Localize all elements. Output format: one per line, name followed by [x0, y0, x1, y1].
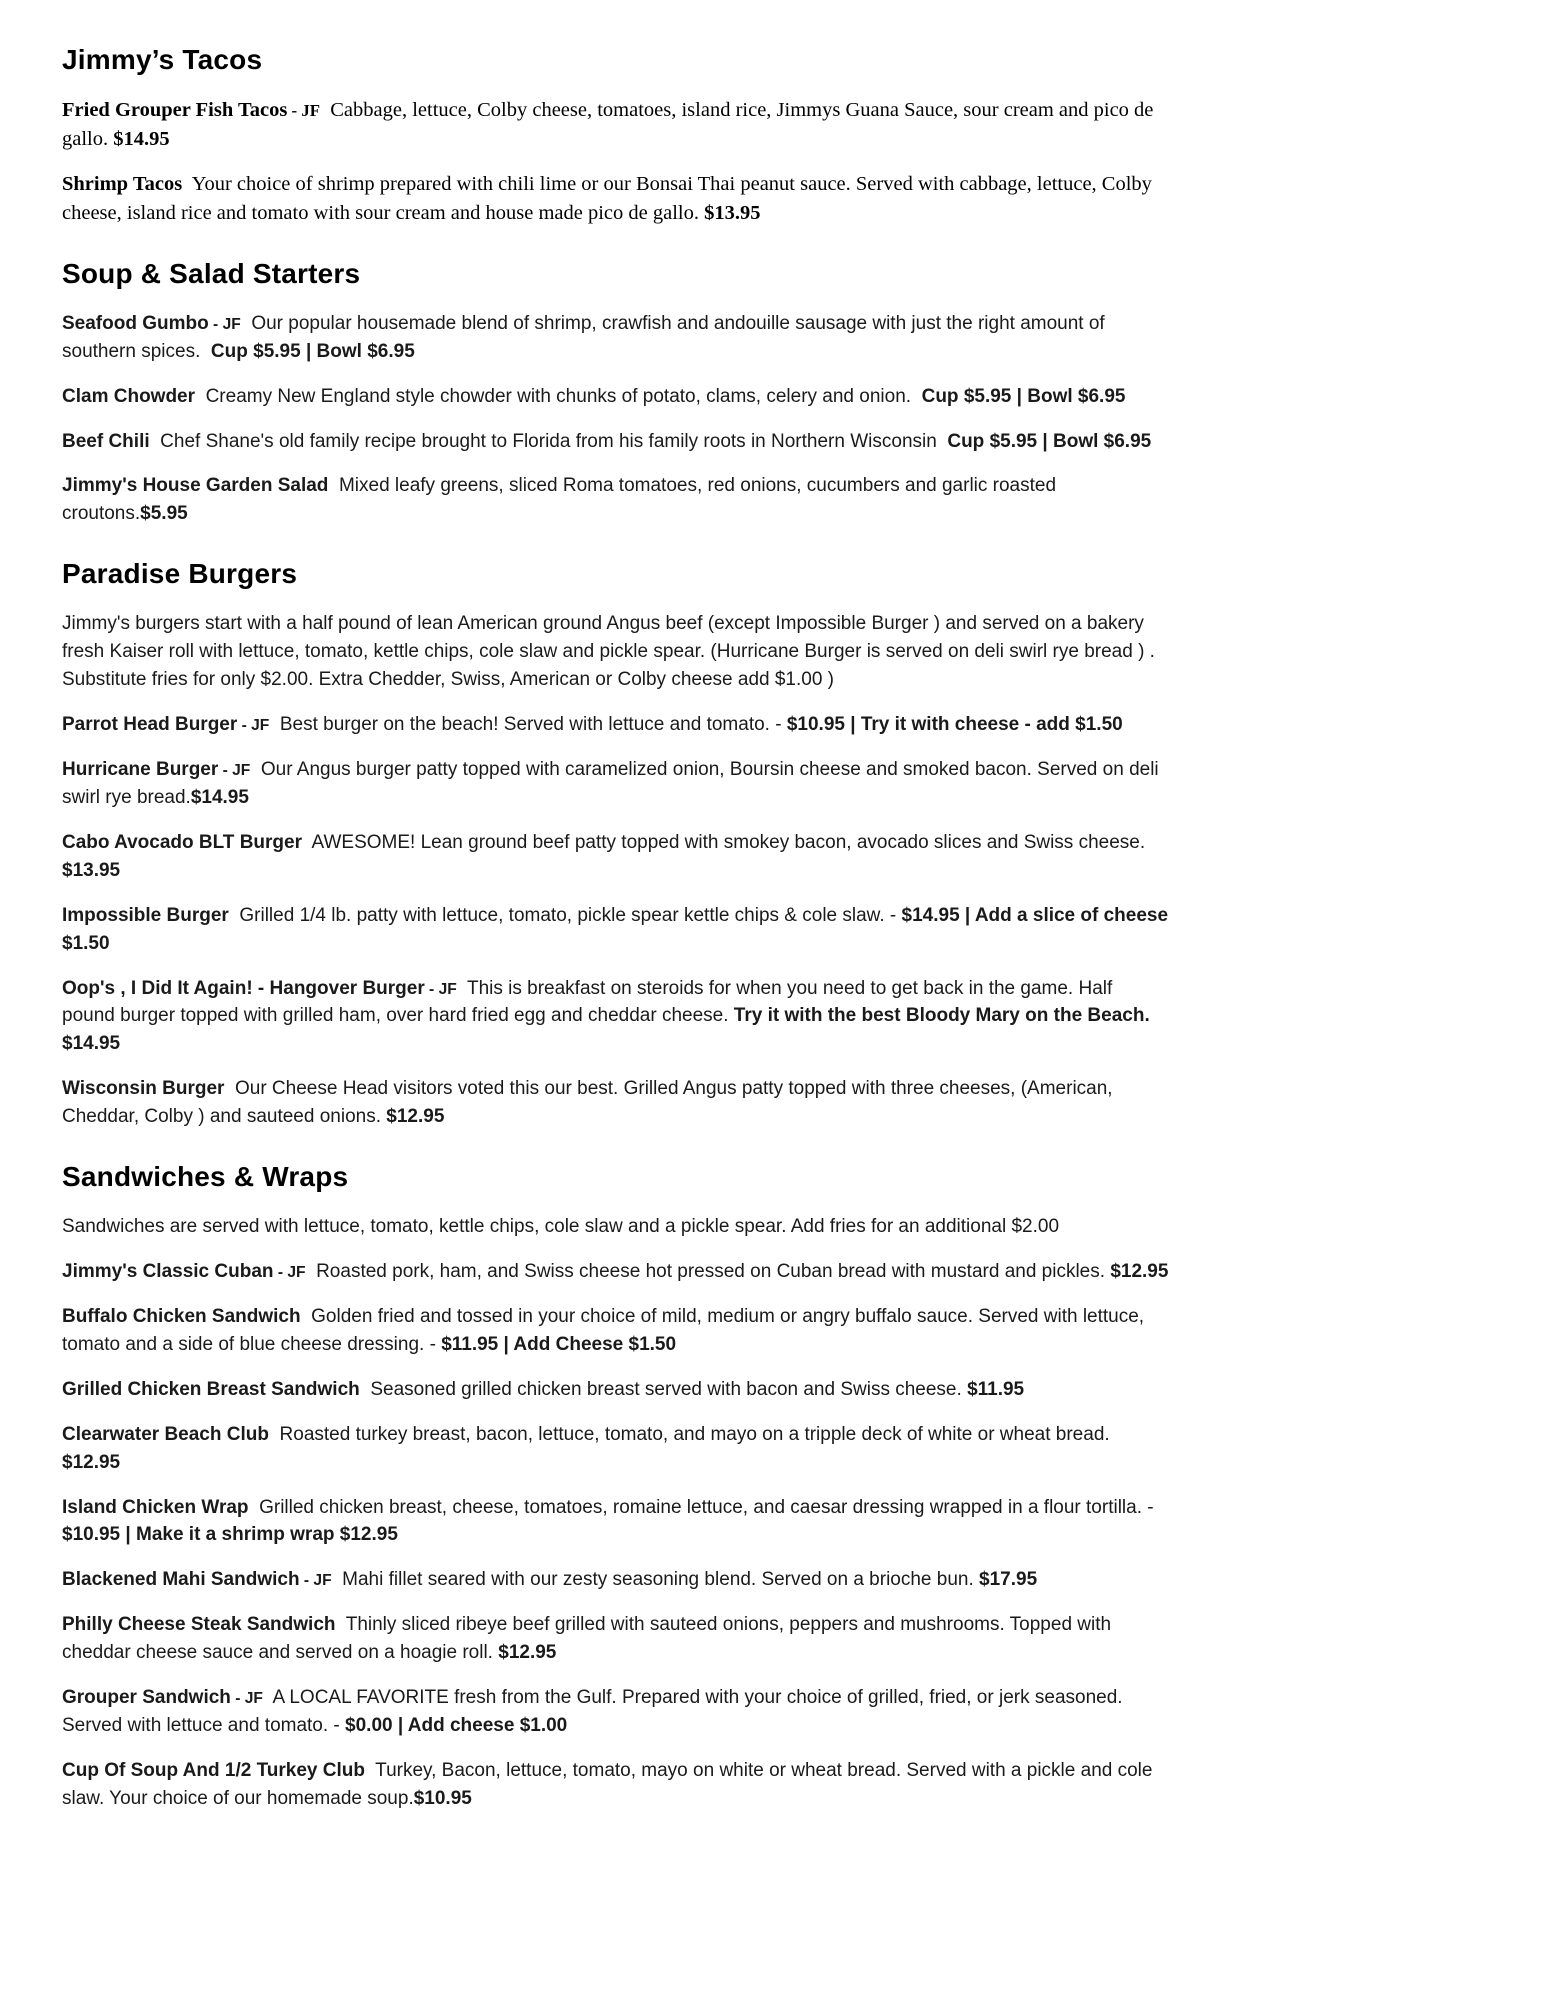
item-desc: A LOCAL FAVORITE fresh from the Gulf. Prepared with your choice of grilled, fried, or jerk seasoned. Served with lettuce and tomato. -	[62, 1687, 1128, 1737]
menu-item	[62, 472, 1170, 528]
item-desc: Turkey, Bacon, lettuce, tomato, mayo on white or wheat bread. Served with a pickle and cole slaw. Your choice of our homemade soup.	[62, 1760, 1158, 1809]
menu-item	[62, 711, 1170, 739]
item-price: $11.95 | Add Cheese $1.50	[441, 1333, 677, 1355]
item-desc: Thinly sliced ribeye beef grilled with sauteed onions, peppers and mushrooms. Topped with cheddar cheese sauce and served on a hoagie roll.	[62, 1614, 1117, 1664]
item-price: $17.95	[979, 1569, 1038, 1591]
menu-item	[62, 1494, 1170, 1550]
item-desc: AWESOME! Lean ground beef patty topped with smokey bacon, avocado slices and Swiss cheese.	[301, 831, 1151, 853]
item-tag: - JF	[208, 315, 241, 333]
item-desc: Grilled chicken breast, cheese, tomatoes, romaine lettuce, and caesar dressing wrapped in a flour tortilla. -	[248, 1496, 1159, 1518]
item-price: $12.95	[386, 1106, 445, 1128]
section-title: Jimmy’s Tacos	[62, 44, 263, 75]
menu-item	[62, 383, 1170, 411]
item-price: $11.95	[967, 1378, 1025, 1400]
item-price: $0.00 | Add cheese $1.00	[345, 1715, 568, 1737]
item-tag: - JF	[218, 761, 251, 779]
item-name: Island Chicken Wrap	[62, 1496, 249, 1518]
menu-item	[62, 170, 1170, 227]
item-name: Grouper Sandwich	[62, 1687, 231, 1709]
menu-item	[62, 1303, 1170, 1359]
item-desc: Our popular housemade blend of shrimp, crawfish and andouille sausage with just the right amount of southern spices.	[62, 312, 1110, 362]
item-name: Shrimp Tacos	[62, 173, 183, 196]
menu-item	[62, 310, 1170, 366]
item-name: Seafood Gumbo	[62, 312, 209, 334]
item-tag: - JF	[424, 980, 457, 998]
item-name: Philly Cheese Steak Sandwich	[62, 1614, 336, 1636]
item-price: Cup $5.95 | Bowl $6.95	[947, 430, 1152, 452]
item-price: $10.95	[413, 1787, 472, 1809]
item-price: $12.95	[1110, 1261, 1169, 1283]
item-name: Cup Of Soup And 1/2 Turkey Club	[62, 1760, 365, 1782]
menu-section	[62, 44, 1170, 228]
menu-section	[62, 558, 1174, 1131]
item-desc: Our Angus burger patty topped with caramelized onion, Boursin cheese and smoked bacon. Served on deli swirl rye bread.	[62, 758, 1164, 808]
item-name: Clam Chowder	[62, 385, 196, 407]
item-name: Blackened Mahi Sandwich	[62, 1569, 300, 1591]
item-name: Wisconsin Burger	[62, 1078, 225, 1100]
item-desc: Our Cheese Head visitors voted this our best. Grilled Angus patty topped with three cheeses, (American, Cheddar, Colby ) and sauteed onions.	[62, 1078, 1118, 1128]
item-price: Cup $5.95 | Bowl $6.95	[921, 385, 1126, 407]
item-desc: Cabbage, lettuce, Colby cheese, tomatoes, island rice, Jimmys Guana Sauce, sour cream and pico de gallo.	[62, 99, 1159, 150]
menu-section	[62, 1161, 1170, 1813]
item-price: $14.95 | Add a slice of cheese $1.50	[62, 904, 1174, 954]
item-price: $10.95 | Try it with cheese - add $1.50	[786, 714, 1123, 736]
menu-item	[62, 1684, 1170, 1740]
section-title: Soup & Salad Starters	[62, 257, 361, 289]
item-desc: Best burger on the beach! Served with lettuce and tomato. -	[269, 714, 787, 736]
menu-item	[62, 829, 1170, 885]
item-price: Try it with the best Bloody Mary on the Beach. $14.95	[62, 1005, 1156, 1055]
item-desc: Grilled 1/4 lb. patty with lettuce, tomato, pickle spear kettle chips & cole slaw. -	[228, 904, 902, 926]
item-price: $13.95	[704, 202, 761, 225]
item-tag: - JF	[287, 101, 320, 120]
item-name: Jimmy's Classic Cuban	[62, 1261, 274, 1283]
item-name: Parrot Head Burger	[62, 714, 238, 736]
menu-item	[62, 1611, 1170, 1667]
item-name: Hurricane Burger	[62, 758, 219, 780]
item-desc: Roasted pork, ham, and Swiss cheese hot pressed on Cuban bread with mustard and pickles.	[305, 1261, 1111, 1283]
item-name: Clearwater Beach Club	[62, 1423, 269, 1445]
menu-item	[62, 1075, 1170, 1131]
menu-item	[62, 1566, 1170, 1594]
item-price: $12.95	[62, 1451, 121, 1473]
menu-section	[62, 258, 1170, 529]
item-name: Oop's , I Did It Again! - Hangover Burger	[62, 977, 425, 999]
item-desc: Mixed leafy greens, sliced Roma tomatoes, red onions, cucumbers and garlic roasted croutons.	[62, 475, 1062, 525]
item-price: $14.95	[113, 127, 170, 150]
menu-content	[62, 44, 1174, 1813]
item-desc: Seasoned grilled chicken breast served with bacon and Swiss cheese.	[359, 1378, 968, 1400]
item-name: Impossible Burger	[62, 904, 229, 926]
item-price: $10.95 | Make it a shrimp wrap $12.95	[62, 1524, 398, 1546]
item-name: Jimmy's House Garden Salad	[62, 475, 329, 497]
item-tag: - JF	[299, 1572, 332, 1590]
menu-item	[62, 1757, 1170, 1813]
item-name: Grilled Chicken Breast Sandwich	[62, 1378, 360, 1400]
section-title: Paradise Burgers	[62, 558, 298, 590]
menu-item	[62, 902, 1174, 958]
item-desc: Your choice of shrimp prepared with chili lime or our Bonsai Thai peanut sauce. Served with cabbage, lettuce, Colby cheese, island rice and tomato with sour cream and house made pico de gallo.	[62, 173, 1158, 225]
item-desc: Mahi fillet seared with our zesty seasoning blend. Served on a brioche bun.	[331, 1569, 980, 1591]
item-tag: - JF	[230, 1690, 263, 1708]
item-desc: This is breakfast on steroids for when you need to get back in the game. Half pound burger topped with grilled ham, over hard fried egg and cheddar cheese.	[62, 977, 1118, 1027]
menu-item	[62, 756, 1170, 812]
menu-item	[62, 428, 1170, 456]
item-desc: Roasted turkey breast, bacon, lettuce, tomato, and mayo on a tripple deck of white or wheat bread.	[268, 1423, 1115, 1445]
menu-item	[62, 1376, 1170, 1404]
item-name: Fried Grouper Fish Tacos	[62, 99, 288, 121]
item-name: Cabo Avocado BLT Burger	[62, 831, 302, 853]
item-price: $5.95	[140, 503, 188, 525]
section-intro: Sandwiches are served with lettuce, tomato, kettle chips, cole slaw and a pickle spear. Add fries for an additional $2.00	[62, 1216, 1060, 1238]
item-tag: - JF	[237, 717, 270, 735]
menu-item	[62, 1421, 1170, 1477]
section-intro: Jimmy's burgers start with a half pound of lean American ground Angus beef (except Impossible Burger ) and served on a bakery fresh Kaiser roll with lettuce, tomato, kettle chips, cole slaw and pickle spear. (Hurricane Burger is served on deli swirl rye bread ) . Substitute fries for only $2.00. Extra Chedder, Swiss, American or Colby cheese add $1.00 )	[62, 613, 1155, 691]
item-desc: Golden fried and tossed in your choice of mild, medium or angry buffalo sauce. Served with lettuce, tomato and a side of blue cheese dressing. -	[62, 1305, 1150, 1355]
item-price: $14.95	[190, 786, 249, 808]
item-name: Buffalo Chicken Sandwich	[62, 1305, 301, 1327]
section-title: Sandwiches & Wraps	[62, 1161, 349, 1193]
menu-item	[62, 96, 1170, 153]
item-price: $13.95	[62, 859, 121, 881]
item-name: Beef Chili	[62, 430, 150, 452]
item-price: Cup $5.95 | Bowl $6.95	[210, 340, 415, 362]
item-tag: - JF	[273, 1264, 306, 1282]
menu-item	[62, 1258, 1170, 1286]
item-desc: Creamy New England style chowder with chunks of potato, clams, celery and onion.	[195, 385, 922, 407]
menu-item	[62, 975, 1170, 1059]
item-desc: Chef Shane's old family recipe brought to Florida from his family roots in Northern Wisconsin	[149, 430, 948, 452]
item-price: $12.95	[498, 1642, 557, 1664]
